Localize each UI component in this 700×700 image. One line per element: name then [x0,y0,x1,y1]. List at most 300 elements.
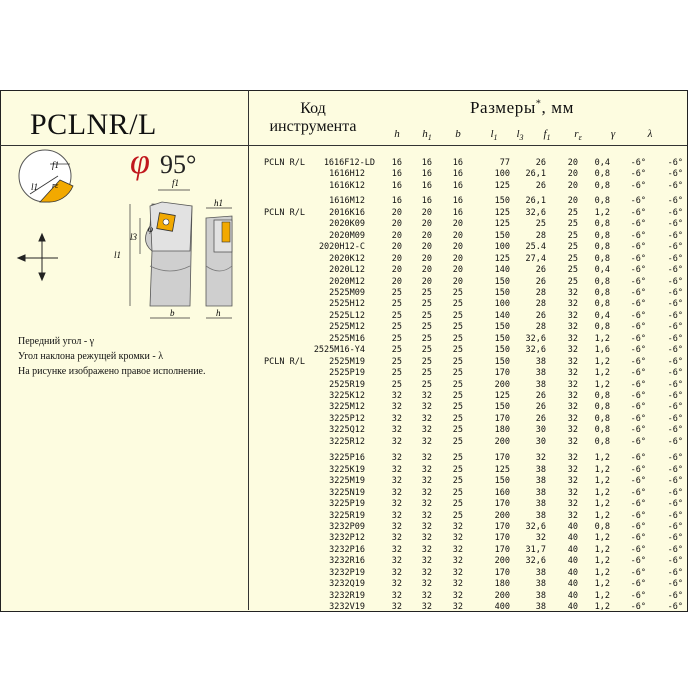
header-dims-star: * [535,98,542,110]
cell-re: 1,2 [594,602,610,613]
cell-f1: 32 [567,476,578,487]
cell-h: 20 [391,253,402,264]
cell-l: -6° [667,590,683,601]
cell-b: 32 [452,521,463,532]
label-h1: h1 [214,198,223,208]
cell-l: -6° [667,579,683,590]
cell-re: 1,2 [594,590,610,601]
table-row [0,511,700,522]
cell-h1: 20 [421,265,432,276]
cell-re: 0,8 [594,219,610,230]
table-row [0,476,700,487]
cell-g: -6° [630,356,646,367]
cell-re: 0,4 [594,310,610,321]
cell-h: 32 [391,487,402,498]
cell-b: 25 [452,356,463,367]
cell-h1: 32 [421,464,432,475]
row-code: 3232V19 [329,602,365,613]
cell-h: 25 [391,368,402,379]
cell-h1: 32 [421,567,432,578]
cell-re: 0,8 [594,169,610,180]
cell-g: -6° [630,310,646,321]
cell-re: 1,6 [594,345,610,356]
cell-g: -6° [630,253,646,264]
cell-f1: 32 [567,413,578,424]
cell-b: 25 [452,487,463,498]
column-header-symbol: γ [610,128,616,140]
header-code-line1: Код [300,100,326,117]
row-code: 3225P19 [329,499,365,510]
table-row [0,169,700,180]
cell-f1: 40 [567,544,578,555]
cell-l: -6° [667,544,683,555]
cell-h: 20 [391,265,402,276]
cell-f1: 32 [567,464,578,475]
cell-l3: 25 [535,219,546,230]
cell-l: -6° [667,242,683,253]
column-header-symbol: r [574,128,579,140]
cell-h1: 20 [421,219,432,230]
cell-b: 32 [452,556,463,567]
table-row [0,556,700,567]
cell-re: 1,2 [594,368,610,379]
cell-re: 0,8 [594,230,610,241]
row-code: 3225P12 [329,413,365,424]
column-header-h1 [417,128,437,142]
cell-l: -6° [667,521,683,532]
row-code: 3225N19 [329,487,365,498]
cell-h1: 32 [421,402,432,413]
cell-h: 32 [391,533,402,544]
cell-l: -6° [667,602,683,613]
table-row [0,602,700,613]
column-header-symbol: l [516,128,520,140]
cell-b: 20 [452,265,463,276]
cell-re: 0,8 [594,425,610,436]
table-row [0,196,700,207]
cell-l: -6° [667,391,683,401]
header-dims-unit: , мм [541,98,574,117]
cell-b: 32 [452,533,463,544]
cell-re: 1,2 [594,333,610,344]
cell-b: 25 [452,345,463,356]
cell-g: -6° [630,556,646,567]
cell-b: 20 [452,230,463,241]
cell-h1: 25 [421,287,432,298]
cell-l1: 125 [494,464,510,475]
row-code: 3232Q19 [329,579,365,590]
header-code [258,100,368,136]
label-f1: f1 [172,178,180,188]
cell-h: 32 [391,510,402,521]
cell-h1: 32 [421,602,432,613]
cell-l1: 100 [494,242,510,253]
cell-l1: 150 [494,402,510,413]
cell-g: -6° [630,602,646,613]
cell-re: 0,4 [594,265,610,276]
label-h: h [216,308,221,318]
cell-l: -6° [667,556,683,567]
cell-l1: 170 [494,521,510,532]
cell-re: 1,2 [594,207,610,218]
cell-g: -6° [630,379,646,390]
cell-l1: 170 [494,453,510,464]
cell-l3: 38 [535,499,546,510]
cell-l1: 140 [494,265,510,276]
cell-l3: 32,6 [525,345,546,356]
row-code: 3232P09 [329,521,365,532]
cell-f1: 25 [567,242,578,253]
cell-h: 32 [391,556,402,567]
cell-b: 20 [452,219,463,230]
row-code: 2020M09 [329,230,365,241]
row-code: 2020M12 [329,276,365,287]
cell-h: 32 [391,453,402,464]
table-row [0,158,700,169]
row-code: 2016K16 [329,207,365,218]
row-code: 2525M16-Y4 [313,345,365,356]
cell-f1: 32 [567,322,578,333]
cell-b: 25 [452,322,463,333]
cell-re: 0,8 [594,299,610,310]
cell-b: 25 [452,333,463,344]
cell-f1: 40 [567,556,578,567]
cell-f1: 40 [567,590,578,601]
cell-re: 0,8 [594,322,610,333]
row-prefix: PCLN R/L [264,207,305,218]
cell-re: 0,8 [594,253,610,264]
row-code: 2525M16 [329,333,365,344]
cell-l3: 38 [535,356,546,367]
cell-f1: 32 [567,356,578,367]
row-code: 3232R16 [329,556,365,567]
cell-f1: 20 [567,180,578,191]
cell-l1: 170 [494,368,510,379]
column-header-l1 [484,128,504,142]
cell-g: -6° [630,219,646,230]
row-code: 2020K09 [329,219,365,230]
cell-l3: 31,7 [525,544,546,555]
cell-h1: 20 [421,230,432,241]
table-row [0,208,700,219]
cell-h: 32 [391,436,402,447]
cell-h1: 20 [421,276,432,287]
table-row [0,311,700,322]
cell-re: 0,8 [594,436,610,447]
cell-l: -6° [667,436,683,447]
cell-g: -6° [630,299,646,310]
table-row [0,357,700,368]
cell-l3: 26 [535,265,546,276]
cell-b: 25 [452,402,463,413]
column-header-symbol: l [490,128,494,140]
cell-h1: 32 [421,391,432,401]
cell-re: 1,2 [594,579,610,590]
cell-f1: 32 [567,345,578,356]
cell-l1: 125 [494,391,510,401]
cell-re: 0,8 [594,196,610,207]
column-header-g [603,128,623,140]
cell-h1: 32 [421,590,432,601]
row-code: 3232P12 [329,533,365,544]
cell-h: 25 [391,356,402,367]
cell-h: 25 [391,322,402,333]
row-code: 2525M12 [329,322,365,333]
cell-l1: 200 [494,556,510,567]
cell-h1: 32 [421,453,432,464]
cell-f1: 25 [567,265,578,276]
cell-l3: 27,4 [525,253,546,264]
label-l1: l1 [114,250,122,260]
cell-h: 25 [391,345,402,356]
row-code: 1616H12 [329,169,365,180]
header-dims-label: Размеры [470,98,536,117]
column-header-subscript: 1 [546,133,551,143]
cell-re: 0,8 [594,287,610,298]
note-inclination-angle: Угол наклона режущей кромки - λ [18,351,164,362]
cell-f1: 40 [567,567,578,578]
cell-l: -6° [667,567,683,578]
cell-re: 1,2 [594,464,610,475]
cell-b: 25 [452,499,463,510]
cell-l1: 150 [494,476,510,487]
cell-b: 20 [452,276,463,287]
cell-f1: 32 [567,368,578,379]
table-row [0,391,700,402]
row-code: 3225M12 [329,402,365,413]
cell-l: -6° [667,379,683,390]
cell-g: -6° [630,533,646,544]
cell-g: -6° [630,169,646,180]
cell-l: -6° [667,464,683,475]
cell-g: -6° [630,158,646,168]
cell-l: -6° [667,287,683,298]
cell-g: -6° [630,436,646,447]
table-row [0,545,700,556]
cell-b: 20 [452,242,463,253]
cell-h: 20 [391,219,402,230]
cell-l1: 150 [494,287,510,298]
cell-g: -6° [630,544,646,555]
cell-l1: 150 [494,230,510,241]
cell-f1: 32 [567,402,578,413]
cell-f1: 25 [567,207,578,218]
cell-h: 20 [391,230,402,241]
cell-b: 20 [452,253,463,264]
cell-l3: 26 [535,413,546,424]
column-header-h [387,128,407,140]
table-row [0,499,700,510]
table-row [0,591,700,602]
cell-l1: 200 [494,436,510,447]
cell-h: 25 [391,333,402,344]
row-code: 3232P19 [329,567,365,578]
column-header-symbol: λ [647,128,653,140]
cell-l: -6° [667,487,683,498]
cell-l3: 26 [535,391,546,401]
cell-f1: 32 [567,287,578,298]
cell-h1: 16 [421,180,432,191]
cell-l3: 38 [535,368,546,379]
angle-symbol: φ [130,141,150,181]
cell-l1: 150 [494,356,510,367]
cell-h1: 16 [421,196,432,207]
cell-f1: 25 [567,276,578,287]
cell-l3: 38 [535,379,546,390]
cell-h: 32 [391,602,402,613]
cell-b: 25 [452,476,463,487]
cell-h: 32 [391,464,402,475]
cell-h1: 25 [421,333,432,344]
row-code: 2525R19 [329,379,365,390]
cell-l: -6° [667,158,683,168]
cell-g: -6° [630,521,646,532]
cell-re: 1,2 [594,379,610,390]
cell-l1: 150 [494,333,510,344]
cell-h: 16 [391,180,402,191]
table-row [0,402,700,413]
column-header-subscript: ε [578,133,582,143]
cell-h1: 20 [421,242,432,253]
cell-f1: 32 [567,453,578,464]
cell-l: -6° [667,276,683,287]
row-code: 2020H12-C [318,242,365,253]
cell-l1: 180 [494,425,510,436]
cell-h: 32 [391,391,402,401]
cell-f1: 32 [567,499,578,510]
cell-l1: 170 [494,413,510,424]
cell-re: 0,8 [594,521,610,532]
cell-f1: 20 [567,169,578,180]
cell-h1: 25 [421,356,432,367]
cell-g: -6° [630,368,646,379]
cell-l3: 28 [535,299,546,310]
cell-b: 16 [452,180,463,191]
cell-l: -6° [667,425,683,436]
cell-h: 32 [391,579,402,590]
table-row [0,533,700,544]
column-header-l [640,128,660,140]
note-right-version: На рисунке изображено правое исполнение. [18,366,206,377]
cell-h: 32 [391,499,402,510]
cell-l1: 100 [494,169,510,180]
cell-b: 25 [452,287,463,298]
cell-re: 1,2 [594,556,610,567]
cell-h1: 32 [421,487,432,498]
cell-g: -6° [630,567,646,578]
cell-l1: 150 [494,322,510,333]
cell-h1: 32 [421,521,432,532]
cell-l3: 28 [535,287,546,298]
cell-re: 0,8 [594,391,610,401]
cell-l1: 170 [494,499,510,510]
cell-l: -6° [667,253,683,264]
header-code-line2: инструмента [269,118,357,135]
row-prefix: PCLN R/L [264,158,305,168]
column-header-re [568,128,588,142]
cell-h1: 32 [421,499,432,510]
table-row [0,568,700,579]
cell-re: 0,4 [594,158,610,168]
cell-g: -6° [630,476,646,487]
cell-h1: 25 [421,299,432,310]
row-code: 1616F12-LD [323,158,375,168]
cell-h1: 16 [421,169,432,180]
cell-l3: 38 [535,579,546,590]
cell-l: -6° [667,510,683,521]
column-header-l3 [510,128,530,142]
cell-b: 32 [452,579,463,590]
cell-l3: 26,1 [525,196,546,207]
cell-h1: 20 [421,207,432,218]
cell-l1: 125 [494,253,510,264]
label-re: rε [52,181,59,190]
row-code: 2525M19 [329,356,365,367]
table-row [0,380,700,391]
cell-g: -6° [630,333,646,344]
cell-l1: 125 [494,219,510,230]
cell-g: -6° [630,579,646,590]
cell-l3: 26 [535,276,546,287]
cell-re: 0,8 [594,180,610,191]
cell-b: 25 [452,510,463,521]
cell-l3: 38 [535,487,546,498]
cell-l1: 125 [494,207,510,218]
cell-b: 25 [452,391,463,401]
cell-l1: 170 [494,544,510,555]
row-code: 2525P19 [329,368,365,379]
cell-h1: 32 [421,579,432,590]
row-code: 2525L12 [329,310,365,321]
cell-l1: 200 [494,379,510,390]
cell-g: -6° [630,196,646,207]
row-code: 3225R19 [329,510,365,521]
cell-h: 32 [391,590,402,601]
cell-h: 16 [391,169,402,180]
cell-h1: 20 [421,253,432,264]
cell-l1: 140 [494,310,510,321]
cell-l3: 38 [535,510,546,521]
cell-g: -6° [630,276,646,287]
cell-re: 0,8 [594,402,610,413]
row-code: 1616K12 [329,180,365,191]
column-header-symbol: h [422,128,428,140]
cell-g: -6° [630,510,646,521]
cell-h: 16 [391,158,402,168]
cell-g: -6° [630,413,646,424]
table-row [0,288,700,299]
table-row [0,181,700,192]
cell-h1: 32 [421,556,432,567]
cell-g: -6° [630,322,646,333]
cell-b: 25 [452,299,463,310]
row-code: 3225K19 [329,464,365,475]
cell-l1: 150 [494,196,510,207]
cell-l1: 180 [494,579,510,590]
cell-l3: 26,1 [525,169,546,180]
cell-l: -6° [667,265,683,276]
cell-h: 32 [391,402,402,413]
cell-g: -6° [630,499,646,510]
cell-l1: 125 [494,180,510,191]
cell-re: 1,2 [594,499,610,510]
cell-h1: 32 [421,544,432,555]
tool-title: PCLNR/L [30,108,157,141]
cell-f1: 32 [567,391,578,401]
table-row [0,277,700,288]
cell-l: -6° [667,356,683,367]
label-f1-detail: f1 [52,160,60,170]
